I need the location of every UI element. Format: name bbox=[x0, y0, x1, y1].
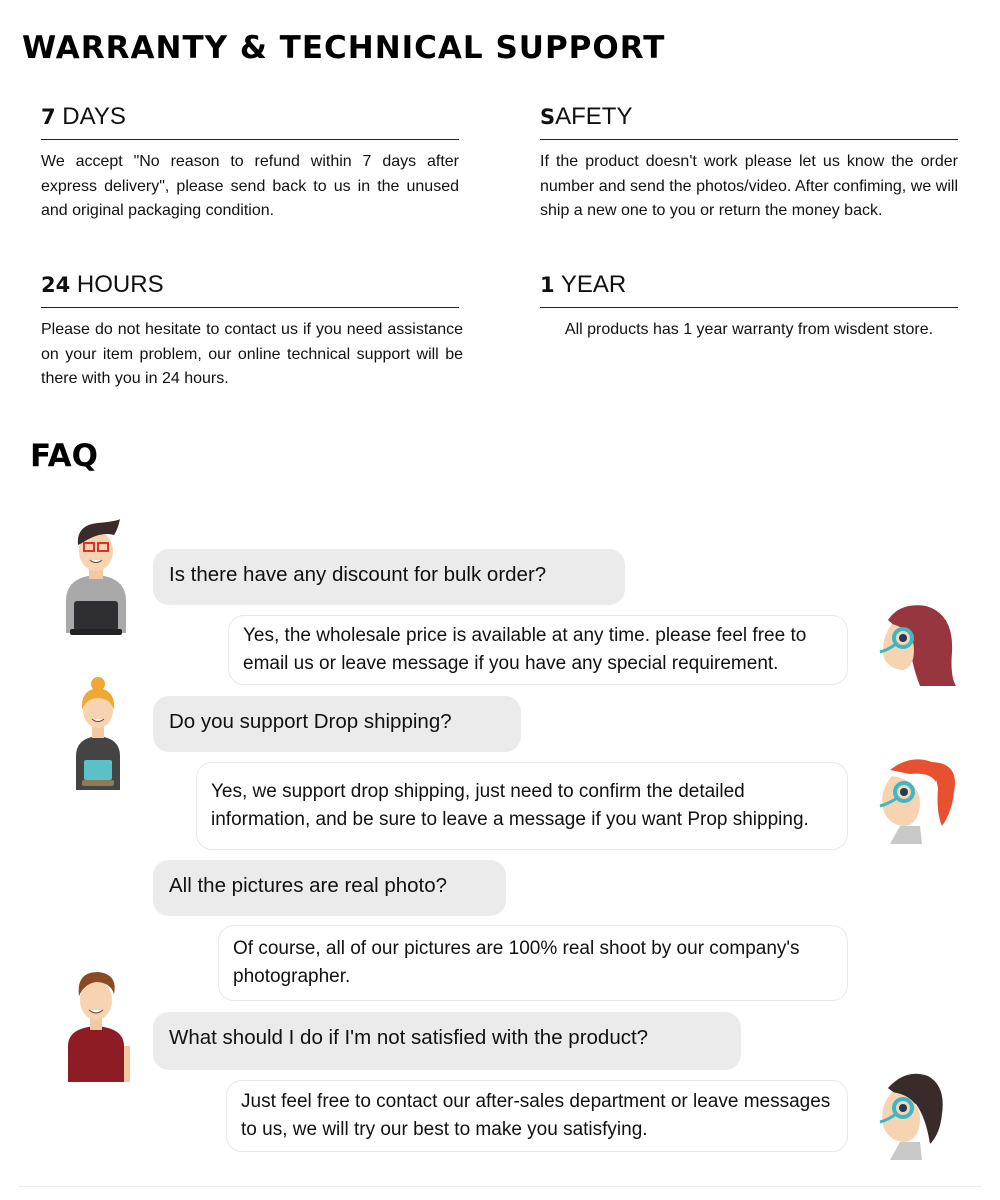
section-number: 1 bbox=[540, 273, 555, 297]
faq-answer-1: Yes, the wholesale price is available at any time. please feel free to email us or leave message if you have any special requirement. bbox=[228, 615, 848, 685]
section-title bbox=[540, 271, 958, 308]
faq-question-3: All the pictures are real photo? bbox=[153, 860, 506, 916]
section-title bbox=[41, 103, 459, 140]
section-text: We accept "No reason to refund within 7 days after express delivery", please send back to us in the unused and original packaging condition. bbox=[41, 153, 459, 219]
section-text: If the product doesn't work please let us know the order number and send the photos/video. After confiming, we will ship a new one to you or return the money back. bbox=[540, 153, 958, 219]
warranty-7-days bbox=[41, 103, 459, 224]
section-number: 7 bbox=[41, 105, 56, 129]
section-number: 24 bbox=[41, 273, 71, 297]
warranty-1-year bbox=[540, 271, 958, 343]
support-agent-ponytail-icon bbox=[870, 752, 960, 848]
section-label: YEAR bbox=[554, 271, 627, 298]
divider bbox=[18, 1186, 982, 1187]
faq-answer-4: Just feel free to contact our after-sales department or leave messages to us, we will try our best to make you satisfying. bbox=[226, 1080, 848, 1152]
section-number: S bbox=[540, 105, 556, 129]
section-title bbox=[41, 271, 459, 308]
faq-answer-3: Of course, all of our pictures are 100% real shoot by our company's photographer. bbox=[218, 925, 848, 1001]
faq-question-1: Is there have any discount for bulk order? bbox=[153, 549, 625, 605]
customer-tablet-icon bbox=[70, 676, 126, 794]
section-text: All products has 1 year warranty from wisdent store. bbox=[564, 321, 934, 338]
faq-question-4: What should I do if I'm not satisfied with the product? bbox=[153, 1012, 741, 1070]
support-agent-dark-hair-icon bbox=[870, 1068, 950, 1164]
customer-red-shirt-icon bbox=[60, 966, 132, 1084]
warranty-safety bbox=[540, 103, 958, 224]
faq-title: FAQ bbox=[30, 438, 98, 474]
customer-laptop-icon bbox=[60, 515, 132, 637]
section-label: AFETY bbox=[555, 103, 633, 130]
section-title bbox=[540, 103, 958, 140]
warranty-24-hours bbox=[41, 271, 463, 392]
faq-question-2: Do you support Drop shipping? bbox=[153, 696, 521, 752]
support-agent-red-hair-icon bbox=[870, 600, 960, 690]
faq-answer-2: Yes, we support drop shipping, just need to confirm the detailed information, and be sure to leave a message if you want Prop shipping. bbox=[196, 762, 848, 850]
page-heading: WARRANTY & TECHNICAL SUPPORT bbox=[22, 30, 666, 66]
section-label: DAYS bbox=[55, 103, 126, 130]
section-label: HOURS bbox=[70, 271, 164, 298]
section-text: Please do not hesitate to contact us if you need assistance on your item problem, our online technical support will be there with you in 24 hours. bbox=[41, 321, 463, 387]
